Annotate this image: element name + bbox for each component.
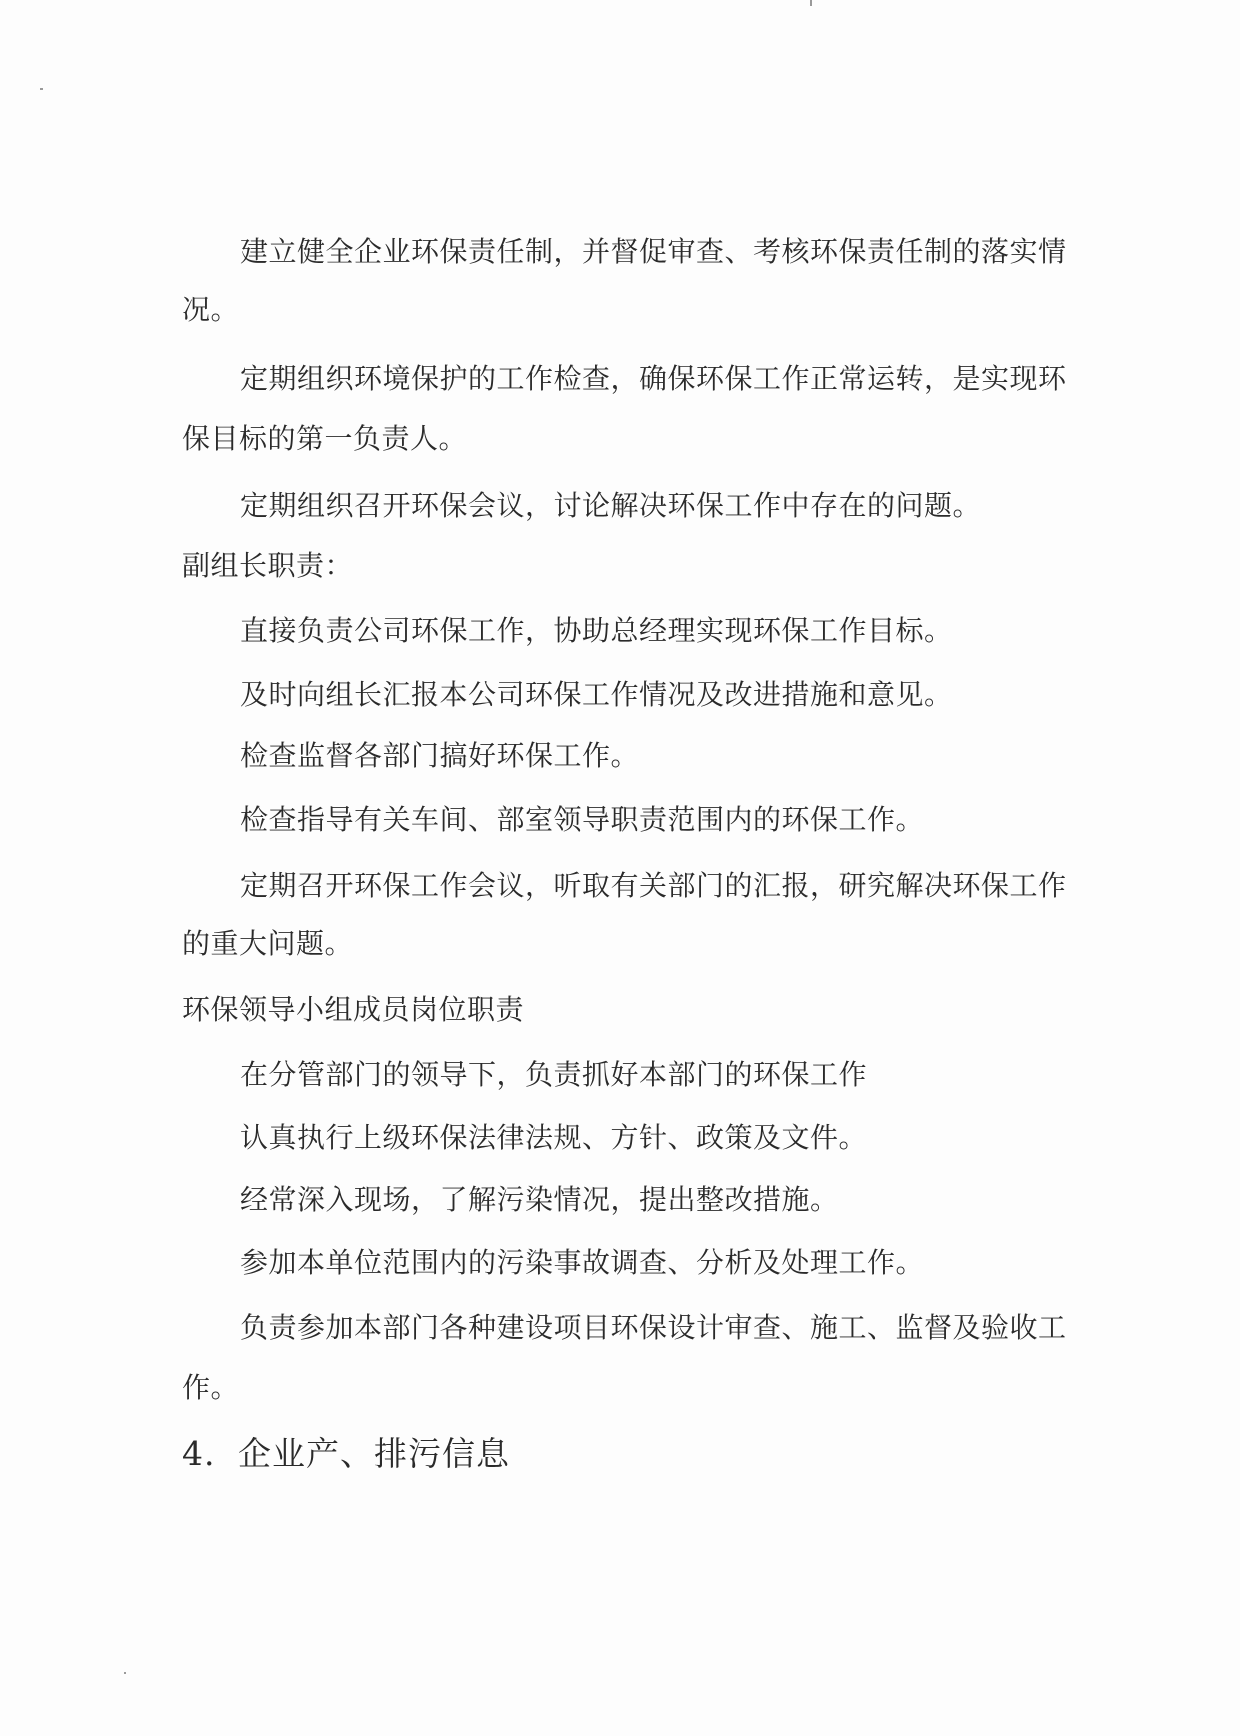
paragraph-2-line-2: 保目标的第一负责人。 [182,422,468,455]
scan-mark-left [40,88,43,90]
paragraph-3: 定期组织召开环保会议，讨论解决环保工作中存在的问题。 [240,489,982,522]
paragraph-1-line-2: 况。 [182,293,240,326]
deputy-item-1: 直接负责公司环保工作，协助总经理实现环保工作目标。 [240,614,953,647]
scan-mark-bottom [124,1672,126,1674]
paragraph-2-line-1: 定期组织环境保护的工作检查，确保环保工作正常运转，是实现环 [240,362,1067,395]
member-last-line-2: 作。 [182,1371,240,1404]
section-number: 4. [182,1434,216,1473]
deputy-item-4: 检查指导有关车间、部室领导职责范围内的环保工作。 [240,803,925,836]
deputy-last-line-2: 的重大问题。 [182,927,354,960]
member-item-2: 认真执行上级环保法律法规、方针、政策及文件。 [240,1121,868,1154]
deputy-last-line-1: 定期召开环保工作会议，听取有关部门的汇报，研究解决环保工作 [240,869,1067,902]
member-heading: 环保领导小组成员岗位职责 [182,993,525,1026]
deputy-item-3: 检查监督各部门搞好环保工作。 [240,739,640,772]
section-heading [182,1432,510,1476]
member-last-line-1: 负责参加本部门各种建设项目环保设计审查、施工、监督及验收工 [240,1311,1067,1344]
deputy-item-2: 及时向组长汇报本公司环保工作情况及改进措施和意见。 [240,678,953,711]
section-title: 企业产、排污信息 [238,1434,510,1473]
scan-mark-top [810,0,812,6]
member-item-3: 经常深入现场，了解污染情况，提出整改措施。 [240,1183,839,1216]
deputy-heading: 副组长职责： [182,549,354,582]
paragraph-1-line-1: 建立健全企业环保责任制，并督促审查、考核环保责任制的落实情 [240,235,1067,268]
member-item-1: 在分管部门的领导下，负责抓好本部门的环保工作 [240,1058,868,1091]
member-item-4: 参加本单位范围内的污染事故调查、分析及处理工作。 [240,1246,925,1279]
